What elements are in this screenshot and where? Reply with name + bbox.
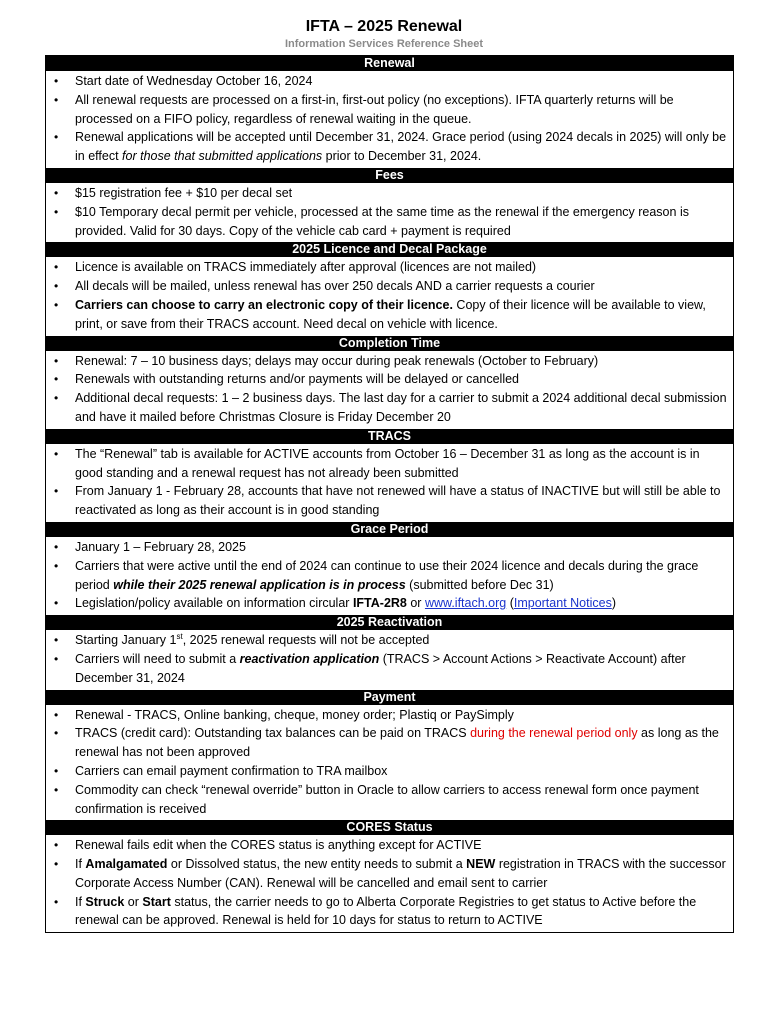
section-renewal [46, 56, 733, 168]
list-item-text: or [406, 596, 425, 611]
list-item-text: Starting January 1 [75, 633, 177, 648]
list-item-text: If [75, 894, 86, 909]
list-item-text: , 2025 renewal requests will not be accepted [182, 633, 430, 648]
section-completion-time [46, 336, 733, 429]
list-item [46, 352, 733, 371]
list-item-text: registration in TRACS with the successor Corporate Access Number (CAN). Renewal will be cancelled and email sent to carrier [75, 857, 726, 890]
list-item-text: All decals will be mailed, unless renewal has over 250 decals AND a carrier requests a courier [75, 279, 595, 294]
list-item-text: Commodity can check “renewal override” button in Oracle to allow carriers to access renewal form once payment confirmation is received [75, 782, 699, 816]
important-notices-link[interactable]: Important Notices [513, 596, 612, 611]
list-item-text: ( [506, 596, 514, 611]
bold-text: NEW [466, 857, 496, 872]
list-item-text: $15 registration fee + $10 per decal set [75, 185, 293, 200]
list-item-text: Renewals with outstanding returns and/or payments will be delayed or cancelled [75, 372, 520, 387]
list-item [46, 538, 733, 557]
bold-text: Struck [85, 894, 125, 909]
list-item-text: Licence is available on TRACS immediately after approval (licences are not mailed) [75, 260, 537, 275]
list-item-text: From January 1 - February 28, accounts that have not renewed will have a status of INACTIVE but will still be able to reactivated as long as their account is in good standing [75, 484, 721, 518]
list-item-text: as long as the renewal has not been approved [75, 726, 719, 760]
list-item [46, 781, 733, 819]
page-subtitle: Information Services Reference Sheet [284, 38, 484, 50]
list-item-text: TRACS (credit card): Outstanding tax balances can be paid on TRACS [75, 726, 471, 741]
section-body-cores-status [46, 835, 733, 932]
bold-text: IFTA-2R8 [352, 596, 407, 611]
section-body-fees [46, 183, 733, 242]
section-body-grace-period [46, 537, 733, 615]
list-item-text: The “Renewal” tab is available for ACTIVE accounts from October 16 – December 31 as long as the account is in good standing and a renewal request has not already been submitted [75, 446, 700, 480]
section-header-payment: Payment [46, 690, 733, 705]
section-header-tracs: TRACS [46, 429, 733, 444]
highlight-text: during the renewal period only [470, 726, 638, 741]
list-item [46, 445, 733, 483]
bold-italic-text: while their 2025 renewal application is in process [113, 577, 406, 592]
list-item-text: Copy of their licence will be available to view, print, or save from their TRACS account. Need decal on vehicle with licence. [75, 297, 706, 331]
list-item-text: January 1 – February 28, 2025 [75, 539, 246, 554]
list-item [46, 557, 733, 595]
list-item-text: or [124, 894, 143, 909]
list-item-text: All renewal requests are processed on a first-in, first-out policy (no exceptions). IFTA quarterly returns will be processed on a FIFO policy, regardless of renewal waiting in the queue. [75, 92, 674, 126]
list-item [46, 855, 733, 893]
section-cores-status [46, 820, 733, 932]
list-item [46, 650, 733, 688]
list-item [46, 893, 733, 931]
list-item-text: (TRACS > Account Actions > Reactivate Account) after December 31, 2024 [75, 651, 686, 685]
list-item-text: (submitted before Dec 31) [405, 577, 554, 592]
list-item-text: Carriers that were active until the end of 2024 can continue to use their 2024 licence and decals during the grace period [75, 558, 699, 592]
section-body-licence [46, 257, 733, 335]
list-item [46, 128, 733, 166]
section-licence [46, 242, 733, 335]
bold-text: Start [142, 894, 171, 909]
list-item [46, 836, 733, 855]
list-item-text: Carriers can email payment confirmation to TRA mailbox [75, 763, 388, 778]
list-item [46, 277, 733, 296]
emphasis-text: for those that submitted applications [122, 149, 323, 164]
list-item-text: If [75, 857, 86, 872]
list-item [46, 203, 733, 241]
section-grace-period [46, 522, 733, 615]
iftach-link[interactable]: www.iftach.org [424, 596, 507, 611]
list-item-text: ) [611, 596, 616, 611]
section-header-fees: Fees [46, 168, 733, 183]
reference-sheet [45, 55, 734, 933]
bold-italic-text: reactivation application [239, 651, 380, 666]
list-item-text: $10 Temporary decal permit per vehicle, processed at the same time as the renewal if the emergency reason is provided. Valid for 30 days. Copy of the vehicle cab card + payment is required [75, 204, 689, 238]
list-item-text: Carriers will need to submit a [75, 651, 240, 666]
section-tracs [46, 429, 733, 522]
list-item [46, 389, 733, 427]
list-item [46, 258, 733, 277]
list-item [46, 706, 733, 725]
list-item [46, 724, 733, 762]
section-body-payment [46, 705, 733, 821]
section-body-reactivation [46, 630, 733, 689]
list-item [46, 631, 733, 650]
list-item-text: Renewal: 7 – 10 business days; delays may occur during peak renewals (October to February) [75, 353, 599, 368]
section-fees [46, 168, 733, 242]
page-title: IFTA – 2025 Renewal [305, 18, 463, 35]
section-header-renewal: Renewal [46, 56, 733, 71]
list-item-text: Renewal applications will be accepted until December 31, 2024. Grace period (using 2024 decals in 2025) will only be in effect [75, 130, 727, 164]
list-item [46, 370, 733, 389]
superscript-text: st [176, 631, 183, 641]
list-item-text: Renewal - TRACS, Online banking, cheque, money order; Plastiq or PaySimply [75, 707, 514, 722]
section-payment [46, 690, 733, 821]
list-item-text: Start date of Wednesday October 16, 2024 [75, 74, 313, 88]
section-header-reactivation: 2025 Reactivation [46, 615, 733, 630]
list-item [46, 594, 733, 613]
bold-text: Carriers can choose to carry an electronic copy of their licence. [75, 297, 453, 312]
list-item-text: Additional decal requests: 1 – 2 business days. The last day for a carrier to submit a 2024 additional decal submission and have it mailed before Christmas Closure is Friday December 20 [75, 391, 727, 424]
list-item [46, 184, 733, 203]
list-item-text: prior to December 31, 2024. [322, 149, 482, 164]
section-header-completion-time: Completion Time [46, 336, 733, 351]
bold-text: Amalgamated [85, 857, 168, 872]
section-header-licence: 2025 Licence and Decal Package [46, 242, 733, 257]
list-item [46, 482, 733, 520]
list-item-text: Renewal fails edit when the CORES status is anything except for ACTIVE [75, 838, 482, 853]
list-item-text: Legislation/policy available on information circular [75, 596, 353, 611]
list-item-text: status, the carrier needs to go to Alberta Corporate Registries to get status to Active before the renewal can be approved. Renewal is held for 10 days for status to return to ACTIVE [75, 894, 697, 928]
list-item [46, 72, 733, 91]
list-item [46, 91, 733, 129]
section-header-cores-status: CORES Status [46, 820, 733, 835]
list-item [46, 296, 733, 334]
section-body-tracs [46, 444, 733, 522]
list-item [46, 762, 733, 781]
section-reactivation [46, 615, 733, 689]
section-body-completion-time [46, 351, 733, 429]
section-body-renewal [46, 71, 733, 168]
section-header-grace-period: Grace Period [46, 522, 733, 537]
list-item-text: or Dissolved status, the new entity needs to submit a [167, 857, 467, 872]
